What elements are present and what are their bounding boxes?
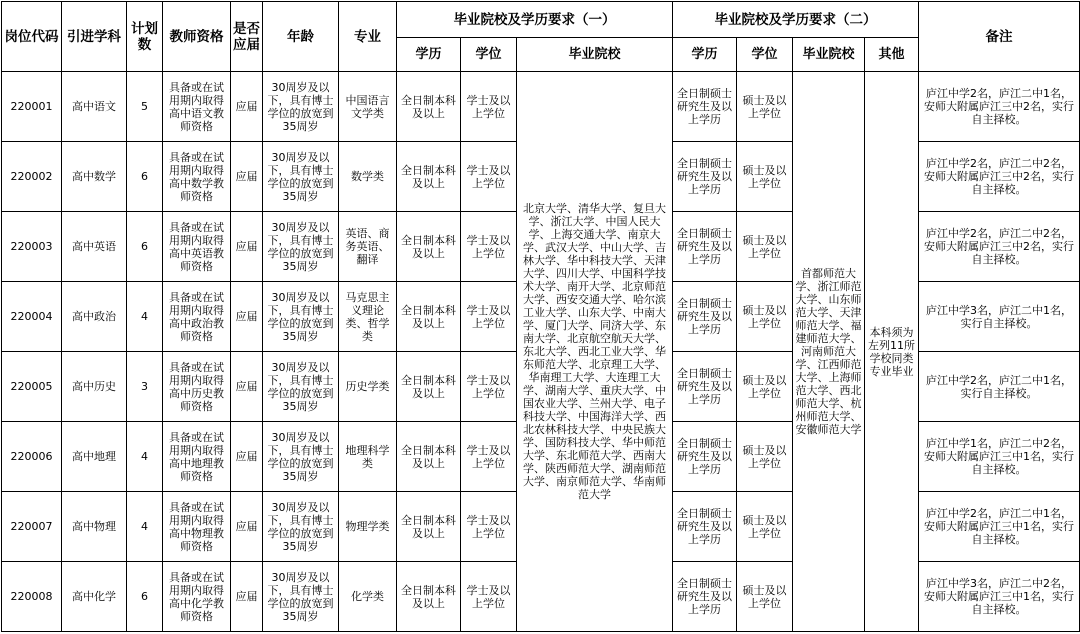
header-education-1: 学历 xyxy=(397,38,461,72)
cell-degree-2: 硕士及以上学位 xyxy=(737,72,793,142)
cell-age: 30周岁及以下，具有博士学位的放宽到35周岁 xyxy=(263,282,339,352)
cell-fresh: 应届 xyxy=(231,212,263,282)
cell-degree-1: 学士及以上学位 xyxy=(461,562,517,632)
cell-education-2: 全日制硕士研究生及以上学历 xyxy=(673,562,737,632)
header-education-2: 学历 xyxy=(673,38,737,72)
header-degree-1: 学位 xyxy=(461,38,517,72)
cell-fresh: 应届 xyxy=(231,492,263,562)
cell-education-2: 全日制硕士研究生及以上学历 xyxy=(673,422,737,492)
header-code: 岗位代码 xyxy=(2,2,62,72)
cell-education-1: 全日制本科及以上 xyxy=(397,352,461,422)
cell-subject: 高中物理 xyxy=(62,492,127,562)
cell-major: 地理科学类 xyxy=(339,422,397,492)
cell-degree-2: 硕士及以上学位 xyxy=(737,212,793,282)
table-row xyxy=(2,72,1080,142)
cell-code: 220005 xyxy=(2,352,62,422)
cell-education-2: 全日制硕士研究生及以上学历 xyxy=(673,492,737,562)
cell-subject: 高中政治 xyxy=(62,282,127,352)
cell-degree-1: 学士及以上学位 xyxy=(461,212,517,282)
cell-education-2: 全日制硕士研究生及以上学历 xyxy=(673,352,737,422)
cell-code: 220007 xyxy=(2,492,62,562)
cell-major: 数学类 xyxy=(339,142,397,212)
cell-subject: 高中历史 xyxy=(62,352,127,422)
cell-qualification: 具备或在试用期内取得高中物理教师资格 xyxy=(163,492,231,562)
cell-major: 化学类 xyxy=(339,562,397,632)
header-group-1: 毕业院校及学历要求（一） xyxy=(397,2,673,38)
cell-degree-1: 学士及以上学位 xyxy=(461,72,517,142)
cell-education-2: 全日制硕士研究生及以上学历 xyxy=(673,212,737,282)
header-qualification: 教师资格 xyxy=(163,2,231,72)
cell-degree-1: 学士及以上学位 xyxy=(461,492,517,562)
cell-code: 220008 xyxy=(2,562,62,632)
cell-fresh: 应届 xyxy=(231,422,263,492)
cell-fresh: 应届 xyxy=(231,142,263,212)
cell-remark: 庐江中学1名，庐江二中2名，安师大附属庐江三中1名，实行自主择校。 xyxy=(919,422,1080,492)
cell-other-requirement: 本科须为左列11所学校同类专业毕业 xyxy=(865,72,919,632)
cell-education-1: 全日制本科及以上 xyxy=(397,72,461,142)
cell-qualification: 具备或在试用期内取得高中语文教师资格 xyxy=(163,72,231,142)
cell-education-1: 全日制本科及以上 xyxy=(397,212,461,282)
recruitment-table xyxy=(1,1,1080,632)
cell-remark: 庐江中学2名，庐江二中1名，实行自主择校。 xyxy=(919,352,1080,422)
cell-code: 220004 xyxy=(2,282,62,352)
cell-education-1: 全日制本科及以上 xyxy=(397,422,461,492)
cell-qualification: 具备或在试用期内取得高中数学教师资格 xyxy=(163,142,231,212)
cell-plan: 4 xyxy=(127,492,163,562)
header-major: 专业 xyxy=(339,2,397,72)
cell-major: 马克思主义理论类、哲学类 xyxy=(339,282,397,352)
cell-education-1: 全日制本科及以上 xyxy=(397,492,461,562)
cell-plan: 5 xyxy=(127,72,163,142)
cell-plan: 4 xyxy=(127,422,163,492)
header-age: 年龄 xyxy=(263,2,339,72)
header-other: 其他 xyxy=(865,38,919,72)
cell-age: 30周岁及以下，具有博士学位的放宽到35周岁 xyxy=(263,562,339,632)
cell-code: 220001 xyxy=(2,72,62,142)
cell-age: 30周岁及以下，具有博士学位的放宽到35周岁 xyxy=(263,212,339,282)
cell-degree-1: 学士及以上学位 xyxy=(461,352,517,422)
cell-education-2: 全日制硕士研究生及以上学历 xyxy=(673,72,737,142)
cell-code: 220003 xyxy=(2,212,62,282)
cell-plan: 6 xyxy=(127,212,163,282)
cell-plan: 6 xyxy=(127,562,163,632)
cell-degree-1: 学士及以上学位 xyxy=(461,142,517,212)
header-group-2: 毕业院校及学历要求（二） xyxy=(673,2,919,38)
cell-degree-1: 学士及以上学位 xyxy=(461,282,517,352)
cell-degree-2: 硕士及以上学位 xyxy=(737,282,793,352)
cell-fresh: 应届 xyxy=(231,72,263,142)
cell-remark: 庐江中学2名，庐江二中1名，安师大附属庐江三中2名，实行自主择校。 xyxy=(919,72,1080,142)
cell-subject: 高中语文 xyxy=(62,72,127,142)
cell-plan: 6 xyxy=(127,142,163,212)
cell-plan: 4 xyxy=(127,282,163,352)
cell-qualification: 具备或在试用期内取得高中英语教师资格 xyxy=(163,212,231,282)
cell-subject: 高中英语 xyxy=(62,212,127,282)
cell-education-1: 全日制本科及以上 xyxy=(397,562,461,632)
cell-code: 220006 xyxy=(2,422,62,492)
cell-subject: 高中数学 xyxy=(62,142,127,212)
cell-degree-2: 硕士及以上学位 xyxy=(737,352,793,422)
cell-degree-2: 硕士及以上学位 xyxy=(737,422,793,492)
cell-age: 30周岁及以下，具有博士学位的放宽到35周岁 xyxy=(263,72,339,142)
header-school-1: 毕业院校 xyxy=(517,38,673,72)
cell-major: 中国语言文学类 xyxy=(339,72,397,142)
cell-subject: 高中地理 xyxy=(62,422,127,492)
cell-age: 30周岁及以下，具有博士学位的放宽到35周岁 xyxy=(263,422,339,492)
cell-major: 英语、商务英语、翻译 xyxy=(339,212,397,282)
cell-remark: 庐江中学2名，庐江二中2名，安师大附属庐江三中2名，实行自主择校。 xyxy=(919,212,1080,282)
cell-qualification: 具备或在试用期内取得高中地理教师资格 xyxy=(163,422,231,492)
cell-age: 30周岁及以下，具有博士学位的放宽到35周岁 xyxy=(263,142,339,212)
cell-remark: 庐江中学3名，庐江二中2名，安师大附属庐江三中1名，实行自主择校。 xyxy=(919,562,1080,632)
cell-fresh: 应届 xyxy=(231,352,263,422)
header-school-2: 毕业院校 xyxy=(793,38,865,72)
header-fresh: 是否应届 xyxy=(231,2,263,72)
cell-education-1: 全日制本科及以上 xyxy=(397,142,461,212)
cell-plan: 3 xyxy=(127,352,163,422)
cell-qualification: 具备或在试用期内取得高中政治教师资格 xyxy=(163,282,231,352)
cell-age: 30周岁及以下，具有博士学位的放宽到35周岁 xyxy=(263,352,339,422)
cell-degree-1: 学士及以上学位 xyxy=(461,422,517,492)
cell-remark: 庐江中学2名，庐江二中2名，安师大附属庐江三中2名，实行自主择校。 xyxy=(919,142,1080,212)
header-remark: 备注 xyxy=(919,2,1080,72)
cell-remark: 庐江中学3名，庐江二中1名，实行自主择校。 xyxy=(919,282,1080,352)
cell-education-1: 全日制本科及以上 xyxy=(397,282,461,352)
cell-code: 220002 xyxy=(2,142,62,212)
cell-schools-group-1: 北京大学、清华大学、复旦大学、浙江大学、中国人民大学、上海交通大学、南京大学、武汉大学、中山大学、吉林大学、华中科技大学、天津大学、四川大学、中国科学技术大学、南开大学、北京师范大学、西安交通大学、哈尔滨工业大学、山东大学、中南大学、厦门大学、同济大学、东南大学、北京航空航天大学、东北大学、西北工业大学、华东师范大学、北京理工大学、华南理工大学、大连理工大学、湖南大学、重庆大学、中国农业大学、兰州大学、电子科技大学、中国海洋大学、西北农林科技大学、中央民族大学、国防科技大学、华中师范大学、东北师范大学、西南大学、陕西师范大学、湖南师范大学、南京师范大学、华南师范大学 xyxy=(517,72,673,632)
cell-major: 历史学类 xyxy=(339,352,397,422)
cell-fresh: 应届 xyxy=(231,282,263,352)
cell-education-2: 全日制硕士研究生及以上学历 xyxy=(673,282,737,352)
header-subject: 引进学科 xyxy=(62,2,127,72)
cell-education-2: 全日制硕士研究生及以上学历 xyxy=(673,142,737,212)
cell-qualification: 具备或在试用期内取得高中历史教师资格 xyxy=(163,352,231,422)
cell-subject: 高中化学 xyxy=(62,562,127,632)
cell-fresh: 应届 xyxy=(231,562,263,632)
cell-schools-group-2: 首都师范大学、浙江师范大学、山东师范大学、天津师范大学、福建师范大学、河南师范大学、江西师范大学、上海师范大学、西北师范大学、杭州师范大学、安徽师范大学 xyxy=(793,72,865,632)
header-degree-2: 学位 xyxy=(737,38,793,72)
cell-age: 30周岁及以下，具有博士学位的放宽到35周岁 xyxy=(263,492,339,562)
cell-degree-2: 硕士及以上学位 xyxy=(737,562,793,632)
header-plan: 计划数 xyxy=(127,2,163,72)
cell-remark: 庐江中学2名，庐江二中1名，安师大附属庐江三中1名，实行自主择校。 xyxy=(919,492,1080,562)
cell-qualification: 具备或在试用期内取得高中化学教师资格 xyxy=(163,562,231,632)
cell-degree-2: 硕士及以上学位 xyxy=(737,492,793,562)
cell-degree-2: 硕士及以上学位 xyxy=(737,142,793,212)
cell-major: 物理学类 xyxy=(339,492,397,562)
